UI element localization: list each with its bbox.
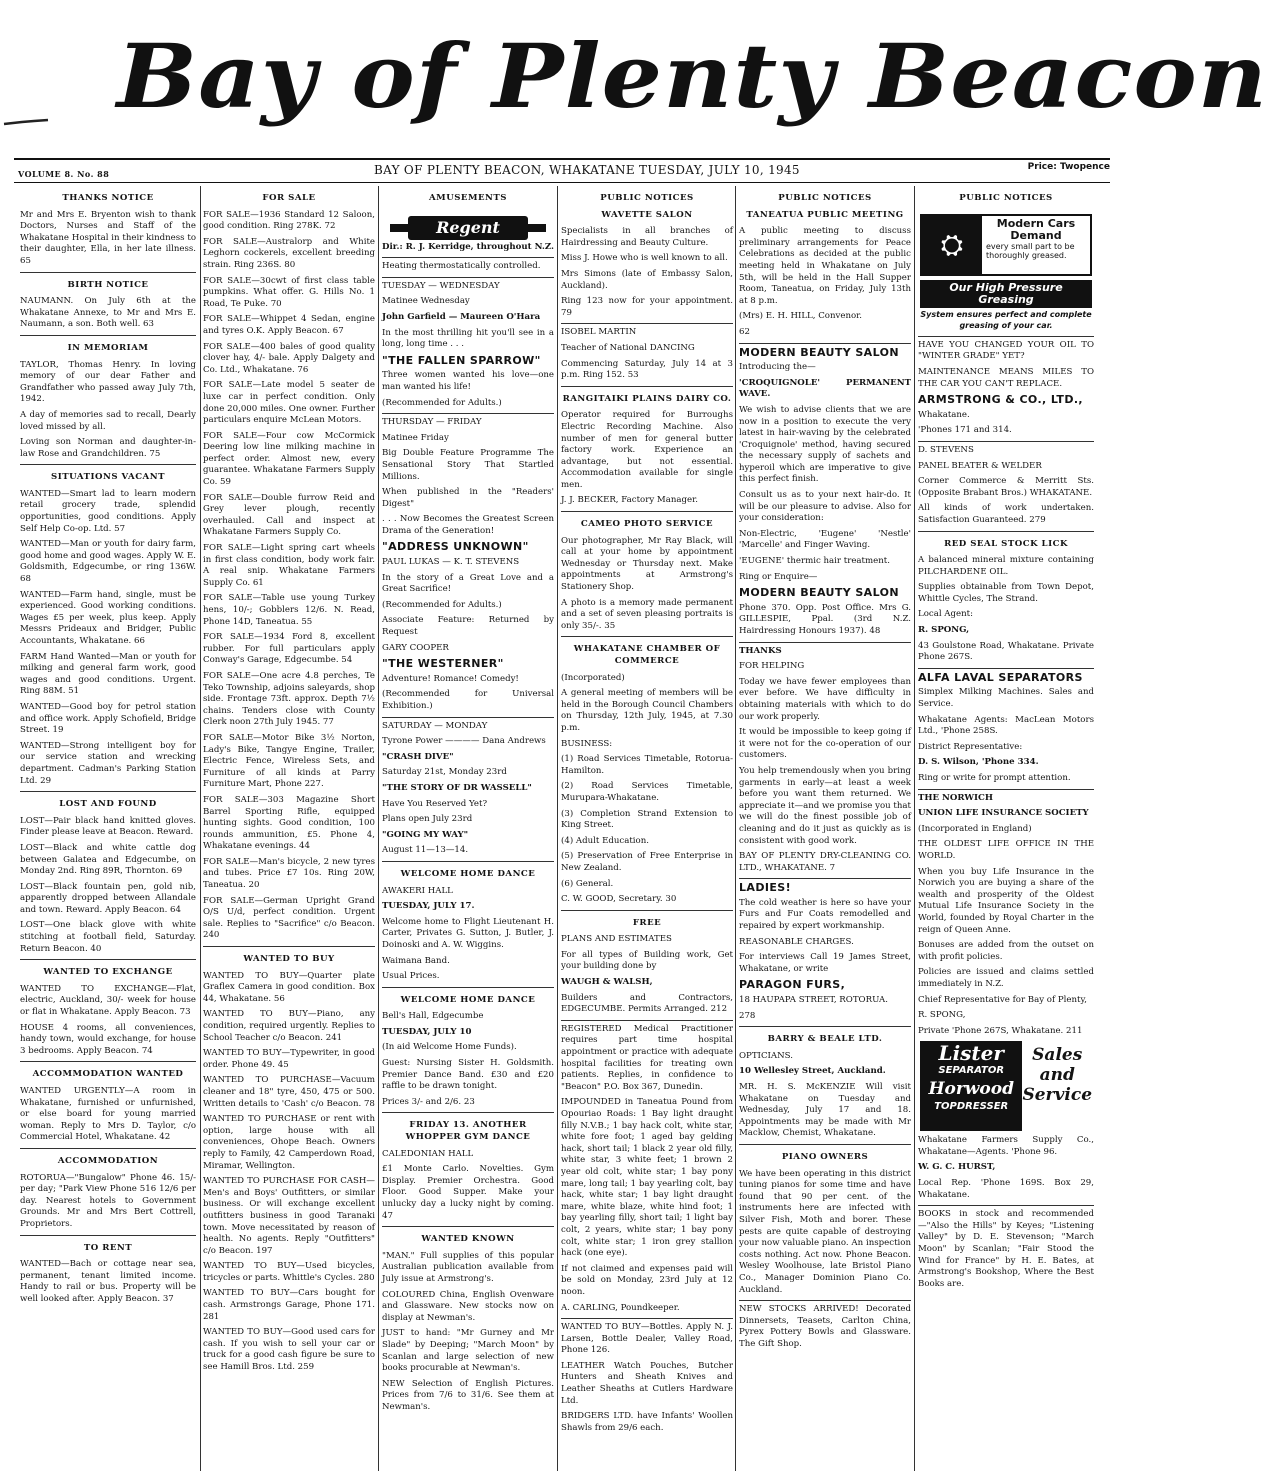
aid-note: (In aid Welcome Home Funds).: [382, 1042, 517, 1053]
accommodation-ad: ROTORUA—"Bungalow" Phone 46. 15/- per day; "Park View Phone 516 12/6 per day. Nearest hotels to Government Grounds. Mr and Mrs Bert Cottrell, Proprietors.: [20, 1172, 196, 1229]
heading-for-sale: FOR SALE: [262, 193, 316, 203]
divider: [561, 1318, 733, 1319]
books-ad: BOOKS in stock and recommended—"Also the Hills" by Keyes; "Listening Valley" by D. E. Stevenson; "March Moon" by Scanlan; "Fair Stood the Wind for France" by H. E. Bates, at Armstrong's Bookshop, Where the Best Books are.: [918, 1209, 1094, 1289]
stevens-name: D. STEVENS: [918, 444, 974, 455]
tagline: In the most thrilling hit you'll see in a long, long time . . .: [382, 327, 554, 350]
heading-welcome-dance: WELCOME HOME DANCE: [382, 987, 554, 1012]
car-icon: ⛭: [922, 216, 982, 274]
isobel-title: Teacher of National DANCING: [561, 342, 695, 353]
known-ad: COLOURED China, English Ovenware and Glassware. New stocks now on display at Newman's.: [382, 1289, 554, 1323]
divider: [382, 277, 554, 278]
registered-ad: REGISTERED Medical Practitioner requires part time hospital appointment or practice with adequate hospital facilities for treating own patients. Replies, in confidence to "Beacon" P.O. Box 367, Dunedin.: [561, 1023, 733, 1092]
matinee: Matinee Friday: [382, 432, 449, 443]
lost-ad: LOST—Black and white cattle dog between Galatea and Edgecumbe, on Monday 2nd. Ring 89R, Thornton. 69: [20, 842, 196, 877]
sale-ad: FOR SALE—30cwt of first class table pumpkins. What offer. G. Hills No. 1 Road, Te Puke. 70: [203, 275, 375, 309]
heading-free: FREE: [561, 910, 733, 935]
film-desc: Big Double Feature Programme The Sensational Story That Startled Millions.: [382, 448, 554, 482]
thanks-subtitle: FOR HELPING: [739, 661, 805, 672]
sale-ad: FOR SALE—Double furrow Reid and Grey lever plough, recently overhauled. Call and inspect at Whakatane Farmers Supply Co.: [203, 492, 375, 538]
mbs-product: 'CROQUIGNOLE' PERMANENT WAVE.: [739, 377, 911, 400]
dateline: [14, 162, 1110, 182]
mbs-text: Non-Electric, 'Eugene' 'Nestle' 'Marcelle' and Finger Waving.: [739, 528, 911, 551]
cameo-text: Our photographer, Mr Ray Black, will call at your home by appointment Wednesday or Thursday next. Make appointments at Armstrong's Stationery Shop.: [561, 535, 733, 593]
film-desc: In the story of a Great Love and a Great Sacrifice!: [382, 572, 554, 595]
cast: GARY COOPER: [382, 642, 449, 653]
mbs-text: We wish to advise clients that we are now in a position to execute the very latest in hair-waving by the celebrated 'Croquignole' method, having secured the necessary supply of sachets and hyperoil which are imperative to give this perfect finish.: [739, 404, 911, 485]
isobel-text: Commencing Saturday, July 14 at 3 p.m. Ring 152. 53: [561, 358, 733, 381]
ladies-text: For interviews Call 19 James Street, Whakatane, or write: [739, 952, 911, 974]
car-grease-ad: [920, 214, 1092, 276]
sale-ad: FOR SALE—400 bales of good quality clover hay, 4/- bale. Apply Dalgety and Co. Ltd., Whakatane. 76: [203, 341, 375, 375]
heading-wanted-to-buy: WANTED TO BUY: [203, 946, 375, 971]
hurst-name: W. G. C. HURST,: [918, 1162, 996, 1173]
agenda-item: (3) Completion Strand Extension to King Street.: [561, 808, 733, 831]
paragon-number: 278: [739, 1010, 756, 1021]
exchange-ad: HOUSE 4 rooms, all conveniences, handy town, would exchange, for house 3 bedrooms. Apply Beacon. 74: [20, 1022, 196, 1056]
alfa-laval-title: ALFA LAVAL SEPARATORS: [918, 670, 1083, 684]
lost-ad: LOST—Black fountain pen, gold nib, apparently dropped between Allandale and town. Reward. Apply Beacon. 64: [20, 881, 196, 915]
lister-ad: [920, 1041, 1092, 1131]
column-divider: [735, 186, 736, 1471]
divider: [918, 1205, 1094, 1206]
taneatua-number: 62: [739, 326, 750, 337]
heading-birth: BIRTH NOTICE: [20, 272, 196, 297]
venue: AWAKERI HALL: [382, 885, 453, 896]
sale-ad: FOR SALE—1934 Ford 8, excellent rubber. For full particulars apply Conway's Garage, Edgecumbe. 54: [203, 632, 375, 666]
ladies-text: REASONABLE CHARGES.: [739, 936, 854, 947]
maintenance-text: MAINTENANCE MEANS MILES TO THE CAR YOU CAN'T REPLACE.: [918, 366, 1094, 389]
paragon-name: PARAGON FURS,: [739, 978, 846, 992]
buy-ad: WANTED TO BUY—Piano, any condition, required urgently. Replies to School Teacher c/o Beacon. 241: [203, 1009, 375, 1043]
regent-director: Dir.: R. J. Kerridge, throughout N.Z.: [382, 241, 554, 252]
divider: [382, 257, 554, 258]
rangitaiki-signoff: J. J. BECKER, Factory Manager.: [561, 495, 698, 506]
chamber-inc: (Incorporated): [561, 672, 625, 683]
heading-taneatua: TANEATUA PUBLIC MEETING: [746, 209, 904, 220]
heading-red-seal: RED SEAL STOCK LICK: [918, 531, 1094, 556]
armstrong-town: Whakatane.: [918, 409, 970, 420]
heading-lost-found: LOST AND FOUND: [20, 791, 196, 816]
price: Price: Twopence: [1027, 162, 1110, 172]
norwich-phone: Private 'Phone 267S, Whakatane. 211: [918, 1025, 1083, 1036]
buy-ad: WANTED TO BUY—Good used cars for cash. If you wish to sell your car or truck for a good cash figure be sure to see Hamill Bros. Ltd. 259: [203, 1327, 375, 1373]
beauty-salon-title: MODERN BEAUTY SALON: [739, 586, 899, 600]
heading-public-notices: PUBLIC NOTICES: [778, 193, 872, 203]
norwich-text: When you buy Life Insurance in the Norwich you are buying a share of the wealth and prosperity of the Oldest Mutual Life Insurance Society in the World, founded by Royal Charter in the reign of Queen Anne.: [918, 866, 1094, 935]
film-title: "GOING MY WAY": [382, 829, 469, 840]
heading-public-notices: PUBLIC NOTICES: [959, 193, 1053, 203]
cast: Tyrone Power ———— Dana Andrews: [382, 736, 546, 747]
rating: (Recommended for Adults.): [382, 599, 502, 610]
leather-ad: LEATHER Watch Pouches, Butcher Hunters and Sheath Knives and Leather Sheaths at Cutlers Hardware Ltd.: [561, 1360, 733, 1406]
lost-ad: LOST—One black glove with white stitching at football field, Saturday. Return Beacon. 40: [20, 920, 196, 954]
dateline-center: BAY OF PLENTY BEACON, WHAKATANE TUESDAY, JULY 10, 1945: [374, 163, 800, 177]
heading-situations: SITUATIONS VACANT: [20, 464, 196, 489]
red-seal-text: A balanced mineral mixture containing PILCHARDENE OIL.: [918, 555, 1094, 577]
heading-cameo: CAMEO PHOTO SERVICE: [561, 511, 733, 536]
rating: (Recommended for Adults.): [382, 397, 502, 408]
memoriam-text: TAYLOR, Thomas Henry. In loving memory of our dear Father and Grandfather who passed away July 7th, 1942.: [20, 359, 196, 405]
waugh-name: WAUGH & WALSH,: [561, 977, 653, 988]
heading-to-rent: TO RENT: [20, 1235, 196, 1260]
dance-text: Welcome home to Flight Lieutenant H. Carter, Privates G. Sutton, J. Butler, J. Doinoski and A. W. Wiggins.: [382, 916, 554, 950]
sales-service-script: Sales and Service: [1022, 1045, 1093, 1106]
hurst-details: Local Rep. 'Phone 169S. Box 29, Whakatane.: [918, 1178, 1094, 1200]
scratch-mark: [2, 118, 52, 128]
known-ad: JUST to hand: "Mr Gurney and Mr Slade" by Deeping; "March Moon" by Scanlan and large selection of new books procurable at Newman's.: [382, 1328, 554, 1374]
known-ad: "MAN." Full supplies of this popular Australian publication available from July issue at Armstrong's.: [382, 1250, 554, 1284]
business-label: BUSINESS:: [561, 738, 613, 749]
heading-piano: PIANO OWNERS: [739, 1144, 911, 1169]
heading-barry-beale: BARRY & BEALE LTD.: [739, 1026, 911, 1051]
buy-ad: WANTED TO BUY—Used bicycles, tricycles or parts. Whittle's Cycles. 280: [203, 1261, 375, 1283]
memoriam-signoff: Loving son Norman and daughter-in-law Rose and Grandchildren. 75: [20, 437, 196, 459]
red-seal-agent: R. SPONG,: [918, 625, 970, 636]
thanks-text: You help tremendously when you bring garments in early—at least a week before you want them returned. We appreciate it—and we promise you that we will do the finest possible job of cleaning and do it just as quickly as is consistent with good work.: [739, 765, 911, 846]
heading-exchange: WANTED TO EXCHANGE: [20, 959, 196, 984]
armstrong-name: ARMSTRONG & CO., LTD.,: [918, 393, 1084, 407]
sale-ad: FOR SALE—303 Magazine Short Barrel Sporting Rifle, equipped hunting sights. Good condition, 100 rounds ammunition, £5. Phone 4, Whakatane evenings. 44: [203, 794, 375, 852]
divider: [561, 323, 733, 324]
buy-ad: WANTED TO BUY—Cars bought for cash. Armstrongs Garage, Phone 171. 281: [203, 1288, 375, 1322]
film-title: "CRASH DIVE": [382, 751, 454, 762]
days-heading: SATURDAY — MONDAY: [382, 720, 488, 731]
heading-accommodation-wanted: ACCOMMODATION WANTED: [20, 1061, 196, 1086]
mbs-text: Ring or Enquire—: [739, 571, 818, 582]
situation-ad: WANTED—Smart lad to learn modern retail grocery trade, splendid opportunities, good conditions. Apply Self Help Co-op. Ltd. 57: [20, 488, 196, 534]
divider: [382, 717, 554, 718]
rating: (Recommended for Universal Exhibition.): [382, 689, 554, 711]
wavette-text: Ring 123 now for your appointment. 79: [561, 296, 733, 318]
rent-ad: WANTED—Bach or cottage near sea, permanent, tenant limited income. Handy to rail or bus. Property will be well looked after. Apply Beacon. 37: [20, 1259, 196, 1304]
heading-public-notices: PUBLIC NOTICES: [600, 193, 694, 203]
buy-ad: WANTED TO PURCHASE or rent with option, large house with all conveniences, Ohope Beach. Owners reply to Family, 42 Camperdown Road, Miramar, Wellington.: [203, 1114, 375, 1171]
film-dates: August 11—13—14.: [382, 845, 469, 856]
prices: Prices 3/- and 2/6. 23: [382, 1096, 475, 1107]
opticians: OPTICIANS.: [739, 1050, 793, 1061]
divider: [918, 668, 1094, 669]
stevens-address: Corner Commerce & Merritt Sts. (Opposite Brabant Bros.) WHAKATANE.: [918, 476, 1094, 498]
divider: [739, 878, 911, 879]
red-seal-address: 43 Goulstone Road, Whakatane. Private Phone 267S.: [918, 640, 1094, 663]
plans-estimates: PLANS AND ESTIMATES: [561, 934, 672, 945]
accommodation-wanted-ad: WANTED URGENTLY—A room in Whakatane, furnished or unfurnished, or else board for young married woman. Reply to Mrs D. Taylor, c/o Commercial Hotel, Whakatane. 42: [20, 1086, 196, 1143]
sale-ad: FOR SALE—Light spring cart wheels in first class condition, body work fair. A real snip. Whakatane Farmers Supply Co. 61: [203, 543, 375, 588]
sale-ad: FOR SALE—Whippet 4 Sedan, engine and tyres O.K. Apply Beacon. 67: [203, 314, 375, 336]
memoriam-verse: A day of memories sad to recall, Dearly loved missed by all.: [20, 409, 196, 432]
thanks-notice: Mr and Mrs E. Bryenton wish to thank Doctors, Nurses and Staff of the Whakatane Hospital in their kindness to their daughter, Ella, in her late illness. 65: [20, 209, 196, 266]
free-text: For all types of Building work, Get your building done by: [561, 949, 733, 972]
chamber-text: A general meeting of members will be held in the Borough Council Chambers on Thursday, 12th July, 1945, at 7.30 p.m.: [561, 688, 733, 733]
column-6: [918, 186, 1094, 1473]
divider: [918, 336, 1094, 337]
opticians-text: MR. H. S. McKENZIE Will visit Whakatane on Tuesday and Wednesday, July 17 and 18. Appointments may be made with Mr Macklow, Chemist, Whakatane.: [739, 1082, 911, 1139]
alfa-rep: D. S. Wilson, 'Phone 334.: [918, 757, 1039, 768]
norwich-inc: (Incorporated in England): [918, 823, 1032, 834]
situation-ad: WANTED—Good boy for petrol station and office work. Apply Schofield, Bridge Street. 19: [20, 701, 196, 736]
column-2: [203, 186, 375, 1473]
exchange-ad: WANTED TO EXCHANGE—Flat, electric, Auckland, 30/- week for house or flat in Whakatane. Apply Beacon. 73: [20, 983, 196, 1018]
heading-accommodation: ACCOMMODATION: [20, 1148, 196, 1173]
column-1: [20, 186, 196, 1473]
divider: [561, 1020, 733, 1021]
stevens-trade: PANEL BEATER & WELDER: [918, 460, 1042, 471]
film-desc: Adventure! Romance! Comedy!: [382, 673, 519, 684]
divider: [739, 642, 911, 643]
masthead-title: Bay of Plenty Beacon: [116, 24, 1268, 128]
prices: Usual Prices.: [382, 971, 440, 982]
alfa-text: Whakatane Agents: MacLean Motors Ltd., 'Phone 258S.: [918, 714, 1094, 737]
red-seal-text: Supplies obtainable from Town Depot, Whittle Cycles, The Strand.: [918, 582, 1094, 604]
divider: [739, 343, 911, 344]
buy-ad: WANTED TO BUY—Quarter plate Graflex Camera in good condition. Box 44, Whakatane. 56: [203, 970, 375, 1004]
agenda-item: (4) Adult Education.: [561, 835, 649, 846]
thanks-text: It would be impossible to keep going if it were not for the co-operation of our customers.: [739, 727, 911, 761]
days-heading: THURSDAY — FRIDAY: [382, 417, 482, 428]
sale-ad: FOR SALE—Man's bicycle, 2 new tyres and tubes. Price £7 10s. Ring 20W, Taneatua. 20: [203, 856, 375, 891]
column-5: [739, 186, 911, 1473]
car-ad-text: every small part to be thoroughly greased.: [986, 241, 1075, 260]
bottles-ad: WANTED TO BUY—Bottles. Apply N. J. Larsen, Bottle Dealer, Valley Road, Phone 126.: [561, 1322, 733, 1356]
column-3: [382, 186, 554, 1473]
rangitaiki-text: Operator required for Burroughs Electric Recording Machine. Also number of men for general butter factory work. Experience an advantage, but not essential. Accommodation available for single men.: [561, 410, 733, 490]
isobel-name: ISOBEL MARTIN: [561, 327, 637, 338]
lister-agents: Whakatane Farmers Supply Co., Whakatane—Agents. 'Phone 96.: [918, 1135, 1094, 1157]
greasing-title: Our High Pressure Greasing: [920, 280, 1092, 308]
impounded-ad: IMPOUNDED in Taneatua Pound from Opouriao Roads: 1 Bay light draught filly N.V.B.; 1 bay hack colt, white star, white fore foot; 1 aged bay gelding hack, short tail; 1 black 2 year old filly, white star, 3 white feet; 1 brown 2 year old colt, white star; 1 bay pony mare, long tail; 1 bay yearling colt, bay hack, white star; 1 bay light draught mare, white blaze, white hind foot; 1 bay yearling filly, short tail; 1 light bay colt, 2 years, white star; 1 bay pony colt, white star; 1 iron grey stallion hack (one eye).: [561, 1097, 733, 1259]
ladies-text: The cold weather is here so have your Furs and Fur Coats remodelled and repaired by expert workmanship.: [739, 897, 911, 932]
armstrong-phone: 'Phones 171 and 314.: [918, 425, 1012, 436]
venue: CALEDONIAN HALL: [382, 1148, 474, 1159]
thanks-text: Today we have fewer employees than ever before. We have difficulty in obtaining materials with which to do our work properly.: [739, 676, 911, 722]
header-rule-bottom: [14, 182, 1110, 183]
wavette-text: Specialists in all branches of Hairdressing and Beauty Culture.: [561, 226, 733, 248]
heading-thanks: THANKS NOTICE: [62, 193, 154, 203]
film-title: "THE STORY OF DR WASSELL": [382, 782, 532, 793]
norwich-text: Chief Representative for Bay of Plenty,: [918, 994, 1087, 1005]
heading-wanted-known: WANTED KNOWN: [382, 1226, 554, 1251]
agenda-item: (1) Road Services Timetable, Rotorua-Hamilton.: [561, 754, 733, 776]
known-ad: NEW Selection of English Pictures. Prices from 7/6 to 31/6. See them at Newman's.: [382, 1378, 554, 1412]
mbs-text: 'EUGENE' thermic hair treatment.: [739, 556, 890, 567]
header-rule-top: [14, 158, 1110, 160]
heading-chamber: WHAKATANE CHAMBER OF COMMERCE: [561, 636, 733, 672]
matinee: Matinee Wednesday: [382, 296, 470, 307]
column-divider: [914, 186, 915, 1471]
chamber-signoff: C. W. GOOD, Secretary. 30: [561, 894, 677, 905]
film-title: "THE WESTERNER": [382, 657, 504, 671]
bridgers-ad: BRIDGERS LTD. have Infants' Woollen Shawls from 29/6 each.: [561, 1411, 733, 1433]
mbs-text: Phone 370. Opp. Post Office. Mrs G. GILLESPIE, Ppal. (3rd N.Z. Hairdressing Honours 1937). 48: [739, 602, 911, 636]
sale-ad: FOR SALE—Table use young Turkey hens, 10/-; Gobblers 12/6. N. Read, Phone 14D, Taneatua. 55: [203, 593, 375, 627]
taneatua-signoff: (Mrs) E. H. HILL, Convenor.: [739, 311, 863, 322]
waugh-text: Builders and Contractors, EDGECUMBE. Permits Arranged. 212: [561, 992, 733, 1015]
sale-ad: FOR SALE—One acre 4.8 perches, Te Teko Township, adjoins saleyards, shop side. Frontage 73ft. approx. Depth 7½ chains. Tenders close with County Clerk noon 27th July 1945. 77: [203, 670, 375, 728]
taneatua-text: A public meeting to discuss preliminary arrangements for Peace Celebrations as decided at the public meeting held in Whakatane on July 5th, will be held in the Hall Supper Room, Taneatua, on Friday, July 13th at 8 p.m.: [739, 226, 911, 306]
norwich-subtitle: UNION LIFE INSURANCE SOCIETY: [918, 808, 1089, 819]
norwich-text: Policies are issued and claims settled immediately in N.Z.: [918, 967, 1094, 989]
film-desc: . . . Now Becomes the Greatest Screen Drama of the Generation!: [382, 514, 554, 536]
lister-logo: Lister SEPARATOR Horwood TOPDRESSER: [920, 1041, 1022, 1131]
birth-notice: NAUMANN. On July 6th at the Whakatane Annexe, to Mr and Mrs E. Naumann, a son. Both well. 63: [20, 296, 196, 330]
stevens-tagline: All kinds of work undertaken. Satisfaction Guaranteed. 279: [918, 503, 1094, 525]
days-heading: TUESDAY — WEDNESDAY: [382, 280, 500, 291]
regent-logo: Regent: [408, 216, 528, 240]
buy-ad: WANTED TO PURCHASE FOR CASH—Men's and Boys' Outfitters, or similar business. Or will exchange excellent outfitters business in good Taranaki town. Move necessitated by reason of health. No agents. Reply "Outfitters" c/o Beacon. 197: [203, 1176, 375, 1256]
film-title: "THE FALLEN SPARROW": [382, 353, 541, 367]
film-title: "ADDRESS UNKNOWN": [382, 540, 529, 554]
divider: [918, 789, 1094, 790]
divider: [918, 441, 1094, 442]
heading-wavette: WAVETTE SALON: [601, 209, 693, 220]
alfa-text: Simplex Milking Machines. Sales and Service.: [918, 687, 1094, 710]
agenda-item: (6) General.: [561, 878, 614, 889]
divider: [739, 1300, 911, 1301]
heading-gym-dance: FRIDAY 13. ANOTHER WHOPPER GYM DANCE: [382, 1112, 554, 1148]
column-4: [561, 186, 733, 1473]
buy-ad: WANTED TO BUY—Typewriter, in good order. Phone 49. 45: [203, 1048, 376, 1070]
sale-ad: FOR SALE—German Upright Grand O/S U/d, perfect condition. Urgent sale. Replies to "Sacrifice" c/o Beacon. 240: [203, 895, 375, 941]
norwich-tagline: THE OLDEST LIFE OFFICE IN THE WORLD.: [918, 839, 1094, 861]
lost-ad: LOST—Pair black hand knitted gloves. Finder please leave at Beacon. Reward.: [20, 815, 196, 838]
oil-text: HAVE YOU CHANGED YOUR OIL TO "WINTER GRADE" YET?: [918, 339, 1094, 362]
agenda-item: (5) Preservation of Free Enterprise in New Zealand.: [561, 851, 733, 873]
cast: John Garfield — Maureen O'Hara: [382, 311, 541, 322]
sale-ad: FOR SALE—Australorp and White Leghorn cockerels, excellent breeding strain. Ring 236S. 80: [203, 236, 375, 270]
assoc-feature: Associate Feature: Returned by Request: [382, 615, 554, 638]
sale-ad: FOR SALE—Motor Bike 3½ Norton, Lady's Bike, Tangye Engine, Trailer, Electric Fence, Wireless Sets, and Furniture of all kinds at Parry Furniture Mart, Phone 227.: [203, 732, 375, 790]
paragon-address: 18 HAUPAPA STREET, ROTORUA.: [739, 995, 888, 1006]
divider: [382, 413, 554, 414]
plans-open: Plans open July 23rd: [382, 814, 473, 825]
heating-note: Heating thermostatically controlled.: [382, 261, 541, 272]
situation-ad: WANTED—Man or youth for dairy farm, good home and good wages. Apply W. E. Goldsmith, Edgecumbe, or ring 136W. 68: [20, 539, 197, 585]
column-divider: [378, 186, 379, 1471]
impounded-ad: If not claimed and expenses paid will be sold on Monday, 23rd July at 12 noon.: [561, 1263, 733, 1297]
new-stocks-ad: NEW STOCKS ARRIVED! Decorated Dinnersets, Teasets, Carlton China, Pyrex Pottery Bowls and Glassware. The Gift Shop.: [739, 1304, 911, 1349]
thanks-title: THANKS: [739, 645, 782, 656]
cast: PAUL LUKAS — K. T. STEVENS: [382, 557, 520, 568]
band: Waimana Band.: [382, 955, 450, 966]
mbs-text: Consult us as to your next hair-do. It will be our pleasure to advise. Also for your consideration:: [739, 490, 911, 524]
date: TUESDAY, JULY 17.: [382, 901, 475, 912]
heading-memoriam: IN MEMORIAM: [20, 335, 196, 360]
volume-number: VOLUME 8. No. 88: [18, 169, 110, 179]
greasing-text: System ensures perfect and complete greasing of your car.: [920, 309, 1092, 331]
red-seal-agent-label: Local Agent:: [918, 609, 973, 620]
thanks-text: BAY OF PLENTY DRY-CLEANING CO. LTD., WHAKATANE. 7: [739, 851, 911, 873]
sale-ad: FOR SALE—Late model 5 seater de luxe car in perfect condition. Only done 20,000 miles. One owner. Further particulars enquire McLean Motors.: [203, 380, 375, 426]
dance-text: £1 Monte Carlo. Novelties. Gym Display. Premier Orchestra. Good Floor. Good Supper. Make your unlucky day a lucky night by coming. 47: [382, 1164, 554, 1221]
wavette-text: Miss J. Howe who is well known to all.: [561, 253, 728, 264]
impounded-signoff: A. CARLING, Poundkeeper.: [561, 1302, 680, 1313]
situation-ad: FARM Hand Wanted—Man or youth for milking and general farm work, good wages and good conditions. Urgent. Ring 88M. 51: [20, 651, 196, 697]
piano-text: We have been operating in this district tuning pianos for some time and have found that 90 per cent. of the instruments here are infected with Silver Fish, Moth and borer. These pests are quite capable of destroying your now valuable piano. An inspection costs nothing. Act now. Phone Beacon. Wesley Woolhouse, late Bristol Piano Co., Manager Dominion Piano Co. Auckland.: [739, 1168, 911, 1295]
date: TUESDAY, JULY 10: [382, 1026, 472, 1037]
sale-ad: FOR SALE—1936 Standard 12 Saloon, good condition. Ring 278K. 72: [203, 209, 375, 232]
buy-ad: WANTED TO PURCHASE—Vacuum cleaner and 18" tyre, 450, 475 or 500. Written details to 'Cash' c/o Beacon. 78: [203, 1075, 375, 1109]
sale-ad: FOR SALE—Four cow McCormick Deering low line milking machine in perfect order. Almost new, every guarantee. Whakatane Farmers Supply Co. 59: [203, 430, 375, 488]
norwich-text: Bonuses are added from the outset on with profit policies.: [918, 940, 1094, 962]
situation-ad: WANTED—Strong intelligent boy for our service station and wrecking department. Cadman's Parking Station Ltd. 29: [20, 740, 196, 786]
heading-amusements: AMUSEMENTS: [429, 193, 507, 203]
beauty-salon-title: MODERN BEAUTY SALON: [739, 345, 899, 359]
ladies-title: LADIES!: [739, 881, 791, 895]
heading-rangitaiki: RANGITAIKI PLAINS DAIRY CO.: [561, 386, 733, 411]
film-desc: Have You Reserved Yet?: [382, 798, 488, 809]
film-desc: Three women wanted his love—one man wanted his life!: [382, 370, 554, 392]
venue: Bell's Hall, Edgecumbe: [382, 1011, 484, 1022]
norwich-rep: R. SPONG,: [918, 1010, 966, 1021]
column-divider: [200, 186, 201, 1471]
mbs-text: Introducing the—: [739, 362, 816, 373]
wavette-text: Mrs Simons (late of Embassy Salon, Auckland).: [561, 268, 733, 291]
column-divider: [557, 186, 558, 1471]
alfa-text: Ring or write for prompt attention.: [918, 773, 1071, 783]
opticians-address: 10 Wellesley Street, Auckland.: [739, 1066, 886, 1077]
situation-ad: WANTED—Farm hand, single, must be experienced. Good working conditions. Wages £5 per week, plus keep. Apply Messrs Prideaux and Bridger, Public Accountants, Whakatane. 66: [20, 589, 196, 646]
alfa-text: District Representative:: [918, 741, 1023, 752]
norwich-title: THE NORWICH: [918, 792, 993, 803]
agenda-item: (2) Road Services Timetable, Murupara-Whakatane.: [561, 781, 733, 803]
film-dates: Saturday 21st, Monday 23rd: [382, 767, 507, 778]
cameo-text: A photo is a memory made permanent and a set of seven pleasing portraits is only 35/-. 35: [561, 597, 733, 631]
heading-welcome-dance: WELCOME HOME DANCE: [382, 861, 554, 886]
dance-text: Guest: Nursing Sister H. Goldsmith. Premier Dance Band. £30 and £20 raffle to be drawn tonight.: [382, 1058, 554, 1092]
film-desc: When published in the "Readers' Digest": [382, 487, 554, 509]
car-ad-title: Modern Cars Demand: [996, 216, 1076, 242]
